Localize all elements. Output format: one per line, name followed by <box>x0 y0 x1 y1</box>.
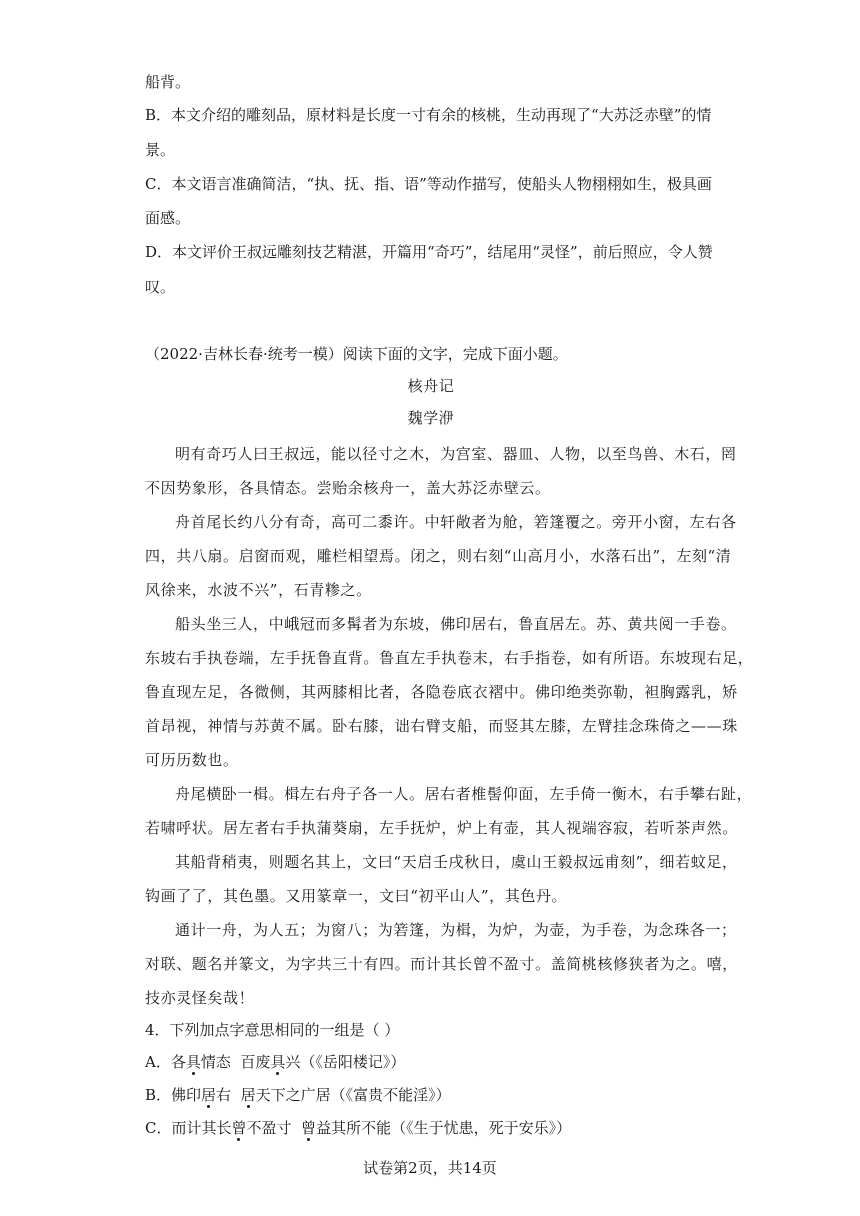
passage-intro: （2022·吉林长春·统考一模）阅读下面的文字，完成下面小题。 <box>145 345 568 363</box>
question-4-option-c <box>145 1118 717 1138</box>
option-b-text: 右 <box>216 1086 241 1104</box>
passage-line: 若啸呼状。居左者右手执蒲葵扇，左手抚炉，炉上有壶，其人视端容寂，若听茶声然。 <box>145 819 738 837</box>
option-a-text: A．各 <box>145 1053 186 1071</box>
option-c-text: 益其所不能（《生于忧患，死于安乐》） <box>316 1119 572 1137</box>
question-4-stem: 4．下列加点字意思相同的一组是（ ） <box>145 1021 400 1039</box>
option-c-line1: C．本文语言准确简洁，“执、抚、指、语”等动作描写，使船头人物栩栩如生，极具画 <box>145 175 712 193</box>
passage-line: 技亦灵怪矣哉！ <box>145 989 255 1007</box>
passage-line: 东坡右手执卷端，左手抚鲁直背。鲁直左手执卷末，右手指卷，如有所语。东坡现右足， <box>145 649 754 667</box>
question-4-option-a <box>145 1052 717 1072</box>
option-b-line2: 景。 <box>145 141 176 159</box>
emphasis-dotted-char: 居 <box>240 1086 256 1104</box>
passage-title: 核舟记 <box>407 377 455 395</box>
emphasis-dotted-char: 曾 <box>301 1119 317 1137</box>
passage-line: 船头坐三人，中峨冠而多髯者为东坡，佛印居右，鲁直居左。苏、黄共阅一手卷。 <box>175 615 737 633</box>
emphasis-dotted-char: 具 <box>185 1053 201 1071</box>
emphasis-dotted-char: 曾 <box>231 1119 247 1137</box>
passage-line: 可历历数也。 <box>145 751 239 769</box>
passage-line: 其船背稍夷，则题名其上，文曰“天启壬戌秋日，虞山王毅叔远甫刻”，细若蚊足， <box>175 853 738 871</box>
passage-line: 四，共八扇。启窗而观，雕栏相望焉。闭之，则右刻“山高月小，水落石出”，左刻“清 <box>145 547 732 565</box>
passage-line: 通计一舟，为人五；为窗八；为箬篷，为楫，为炉，为壶，为手卷，为念珠各一； <box>175 921 737 939</box>
passage-line: 鲁直现左足，各微侧，其两膝相比者，各隐卷底衣褶中。佛印绝类弥勒，袒胸露乳，矫 <box>145 683 738 701</box>
option-c-line2: 面感。 <box>145 209 191 227</box>
emphasis-dotted-char: 具 <box>270 1053 286 1071</box>
passage-author: 魏学洢 <box>407 409 455 427</box>
option-c-text: 不盈寸 <box>246 1119 302 1137</box>
question-4-option-b <box>145 1085 717 1105</box>
passage-line: 不因势象形，各具情态。尝贻余核舟一，盖大苏泛赤壁云。 <box>145 479 551 497</box>
passage-line: 明有奇巧人曰王叔远，能以径寸之木，为宫室、器皿、人物，以至鸟兽、木石，罔 <box>175 445 737 463</box>
emphasis-dotted-char: 居 <box>201 1086 217 1104</box>
passage-line: 首昂视，神情与苏黄不属。卧右膝，诎右臂支船，而竖其左膝，左臂挂念珠倚之——珠 <box>145 717 738 735</box>
option-b-line1: B．本文介绍的雕刻品，原材料是长度一寸有余的核桃，生动再现了“大苏泛赤壁”的情 <box>145 106 712 124</box>
option-d-line1: D．本文评价王叔远雕刻技艺精湛，开篇用“奇巧”，结尾用“灵怪”，前后照应，令人赞 <box>145 243 713 261</box>
option-d-line2: 叹。 <box>145 278 176 296</box>
passage-line: 舟首尾长约八分有奇，高可二黍许。中轩敞者为舱，箬篷覆之。旁开小窗，左右各 <box>175 513 737 531</box>
page-footer: 试卷第2页，共14页 <box>363 1159 497 1177</box>
option-b-text: B．佛印 <box>145 1086 202 1104</box>
option-a-text: 情态 百废 <box>200 1053 271 1071</box>
passage-line: 舟尾横卧一楫。楫左右舟子各一人。居右者椎髻仰面，左手倚一衡木，右手攀右趾， <box>175 785 753 803</box>
passage-line: 钩画了了，其色墨。又用篆章一，文曰“初平山人”，其色丹。 <box>145 887 568 905</box>
option-a-text: 兴（《岳阳楼记》） <box>285 1053 406 1071</box>
passage-line: 对联、题名并篆文，为字共三十有四。而计其长曾不盈寸。盖简桃核修狭者为之。嘻， <box>145 955 738 973</box>
option-b-text: 天下之广居（《富贵不能淫》） <box>255 1086 451 1104</box>
passage-line: 风徐来，水波不兴”，石青糁之。 <box>145 581 372 599</box>
prev-question-continuation: 船背。 <box>145 73 191 91</box>
option-c-text: C．而计其长 <box>145 1119 232 1137</box>
